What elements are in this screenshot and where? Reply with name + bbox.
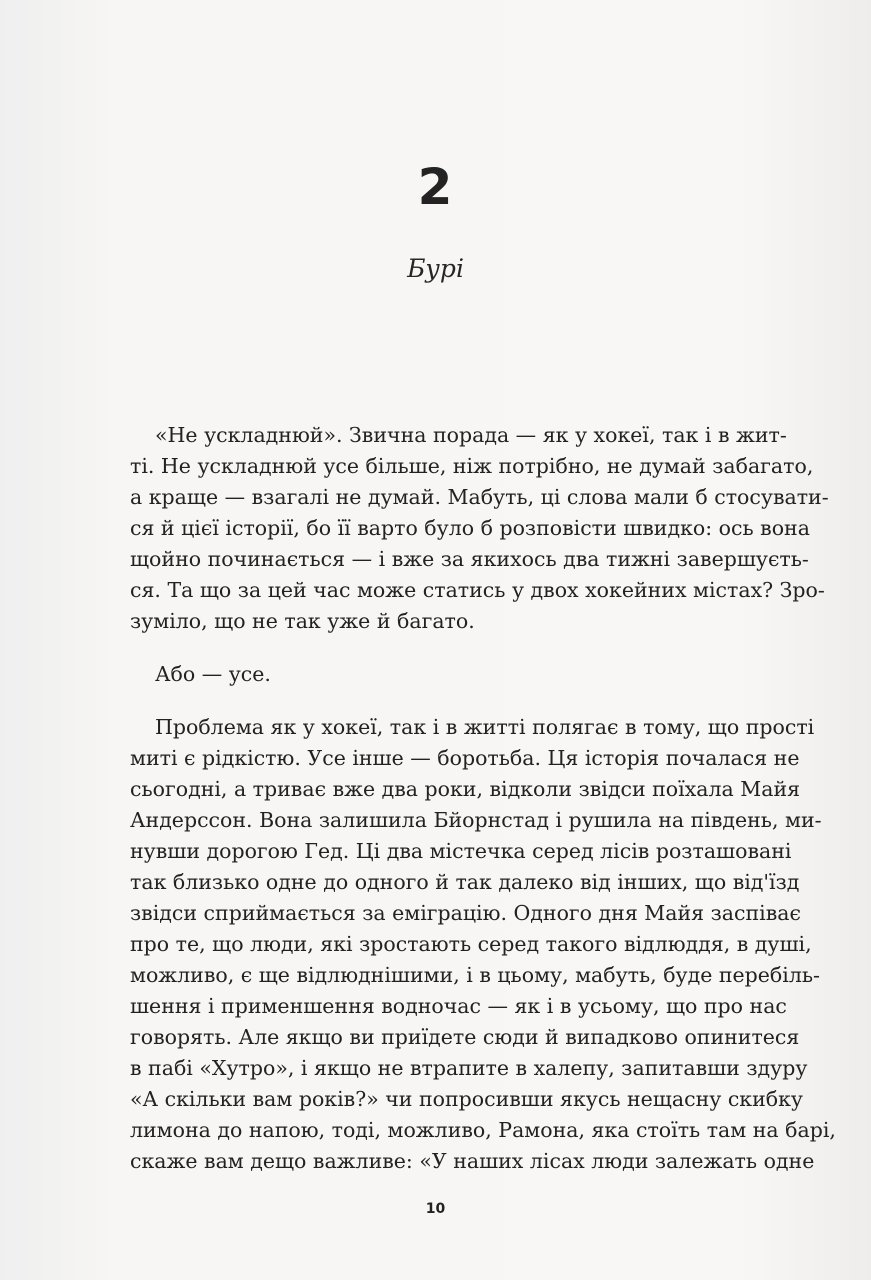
text-line: звідси сприймається за еміграцію. Одного дня Майя заспіває <box>130 901 801 925</box>
text-line: в пабі «Хутро», і якщо не втрапите в халепу, запитавши здуру <box>130 1056 808 1080</box>
text-line: сьогодні, а триває вже два роки, відколи звідси поїхала Майя <box>130 777 801 801</box>
text-line: ся. Та що за цей час може статись у двох хокейних містах? Зро- <box>130 578 825 602</box>
text-line: щойно починається — і вже за якихось два тижні завершуєть- <box>130 547 809 571</box>
text-line: про те, що люди, які зростають серед такого відлюддя, в душі, <box>130 932 812 956</box>
text-line: «Не ускладнюй». Звична порада — як у хокеї, так і в жит- <box>155 423 787 447</box>
body-text <box>130 420 836 1177</box>
text-line: а краще — взагалі не думай. Мабуть, ці слова мали б стосувати- <box>130 485 829 509</box>
text-line: шення і применшення водночас — як і в усьому, що про нас <box>130 994 787 1018</box>
text-line: говорять. Але якщо ви приїдете сюди й випадково опинитеся <box>130 1025 800 1049</box>
paragraph-2 <box>130 659 771 690</box>
paragraph-3 <box>130 712 836 1177</box>
text-line: «А скільки вам років?» чи попросивши якусь нещасну скибку <box>130 1087 803 1111</box>
text-line: нувши дорогою Гед. Ці два містечка серед лісів розташовані <box>130 839 792 863</box>
text-line: миті є рідкістю. Усе інше — боротьба. Ця історія почалася не <box>130 746 800 770</box>
text-line: ся й цієї історії, бо її варто було б розповісти швидко: ось вона <box>130 516 810 540</box>
paragraph-1 <box>130 420 829 637</box>
chapter-number: 2 <box>417 158 454 216</box>
text-line: скаже вам дещо важливе: «У наших лісах люди залежать одне <box>130 1149 815 1173</box>
chapter-title: Бурі <box>407 254 464 283</box>
page-number: 10 <box>425 1201 446 1217</box>
paragraph-gap <box>130 690 771 712</box>
text-line: Або — усе. <box>155 662 271 686</box>
text-line: Проблема як у хокеї, так і в житті полягає в тому, що прості <box>155 715 815 739</box>
text-line: ті. Не ускладнюй усе більше, ніж потрібно, не думай забагато, <box>130 454 814 478</box>
text-line: так близько одне до одного й так далеко від інших, що від'їзд <box>130 870 800 894</box>
text-line: лимона до напою, тоді, можливо, Рамона, яка стоїть там на барі, <box>130 1118 836 1142</box>
text-line: зуміло, що не так уже й багато. <box>130 609 475 633</box>
text-line: можливо, є ще відлюднішими, і в цьому, мабуть, буде перебіль- <box>130 963 820 987</box>
paragraph-gap <box>130 637 771 659</box>
text-line: Андерссон. Вона залишила Бйорнстад і рушила на південь, ми- <box>130 808 822 832</box>
